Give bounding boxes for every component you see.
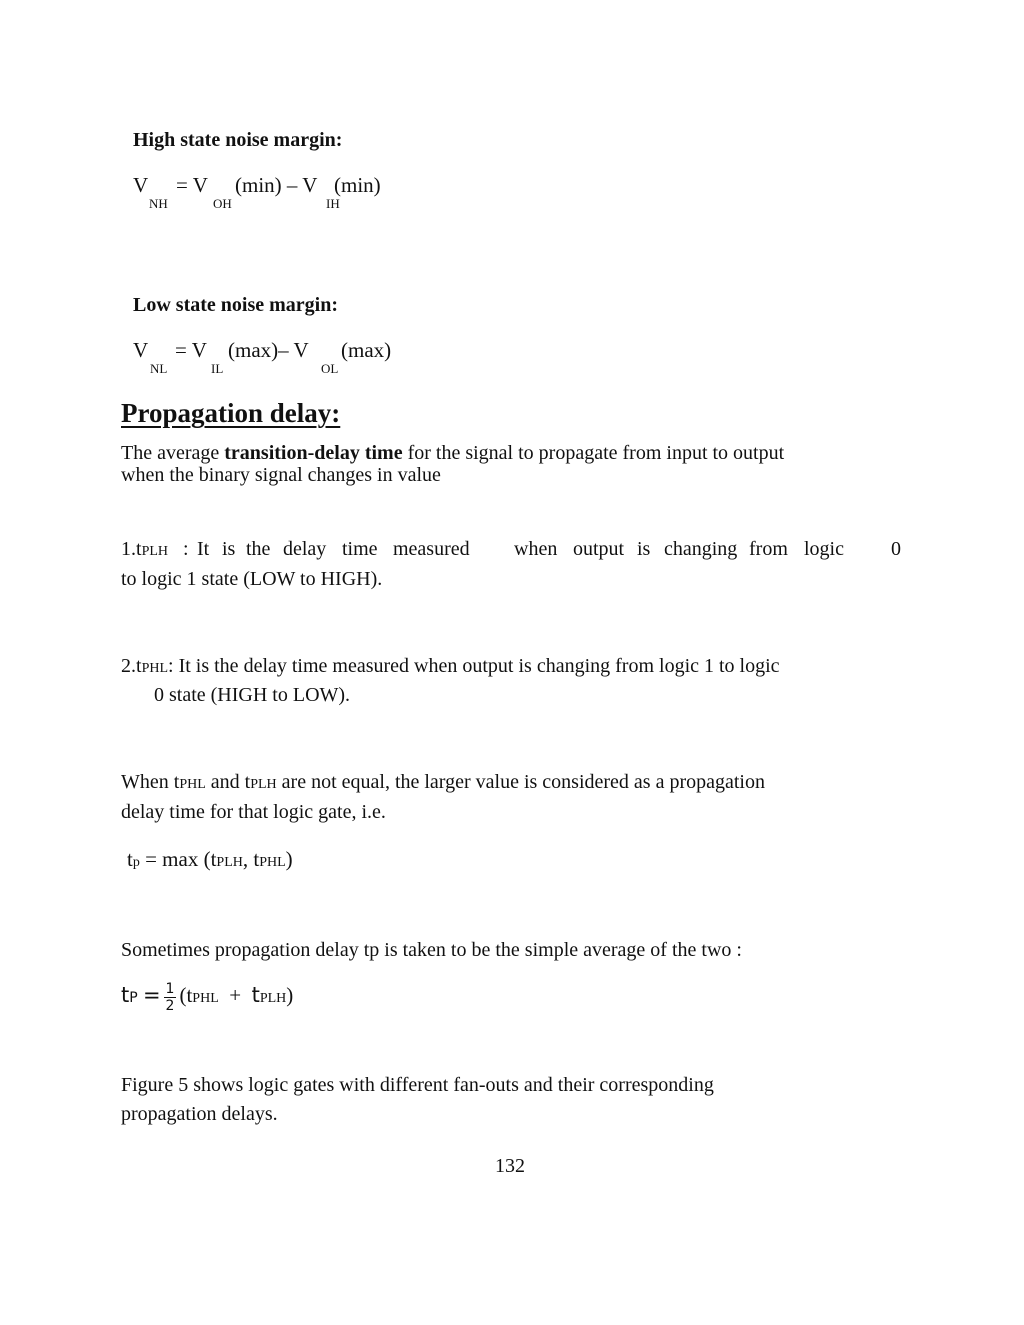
formula-close: ): [285, 847, 293, 871]
word: is: [637, 538, 651, 560]
word: :: [183, 538, 189, 560]
formula-eq: =: [142, 983, 161, 1007]
item-1-line-1: [121, 538, 168, 561]
formula-v: V: [133, 338, 149, 362]
fraction-denominator: 2: [165, 997, 175, 1014]
formula-eq: = V: [175, 338, 207, 362]
word: delay: [283, 538, 327, 560]
subscript-label: OL: [321, 361, 339, 376]
fraction: [164, 981, 177, 1014]
word: logic: [804, 538, 844, 560]
item-2-line-1: [121, 655, 780, 678]
item-1-line-2: to logic 1 state (LOW to HIGH).: [121, 568, 383, 590]
item-number: 1.t: [121, 538, 142, 560]
low-margin-title: Low state noise margin:: [133, 294, 338, 316]
intro-text: for the signal to propagate from input to output: [402, 442, 785, 464]
word: measured: [393, 538, 470, 560]
subscript-label: PHL: [141, 661, 169, 676]
formula-part: (max)– V: [228, 338, 309, 362]
formula-t: t: [127, 847, 133, 871]
formula-plus: +: [229, 983, 242, 1007]
item-text: : It is the delay time measured when output is changing from logic 1 to logic: [168, 655, 780, 677]
high-margin-title: High state noise margin:: [133, 129, 343, 151]
figure-line-2: propagation delays.: [121, 1103, 278, 1125]
formula-t: t: [121, 983, 130, 1007]
subscript-label: PHL: [179, 777, 206, 792]
formula-close: ): [286, 983, 294, 1007]
subscript-label: OH: [213, 196, 232, 211]
figure-line-1: Figure 5 shows logic gates with different fan-outs and their corresponding: [121, 1074, 714, 1096]
intro-line-1: [121, 442, 784, 465]
subscript-label: PLH: [250, 777, 277, 792]
subscript-label: PLH: [141, 544, 169, 559]
word: 0: [891, 538, 901, 560]
fraction-numerator: 1: [165, 980, 175, 997]
formula-comma: , t: [242, 847, 260, 871]
word: from: [749, 538, 788, 560]
item-number: 2.t: [121, 655, 142, 677]
subscript-label: PLH: [216, 855, 243, 870]
word: changing: [664, 538, 738, 560]
subscript-label: NH: [149, 196, 168, 211]
when-line-2: delay time for that logic gate, i.e.: [121, 801, 386, 823]
para-text: and t: [205, 771, 251, 793]
when-line-1: [121, 771, 765, 794]
formula-open: (t: [179, 983, 193, 1007]
formula-part: (min): [334, 173, 381, 197]
subscript-label: P: [129, 990, 138, 1006]
average-line: Sometimes propagation delay tp is taken to be the simple average of the two :: [121, 939, 742, 961]
section-heading: Propagation delay:: [121, 398, 341, 428]
word: output: [573, 538, 625, 560]
formula-part: (min) – V: [235, 173, 318, 197]
intro-bold-text: transition-delay time: [224, 442, 403, 464]
formula-eq: = V: [176, 173, 208, 197]
para-text: are not equal, the larger value is considered as a propagation: [276, 771, 765, 793]
subscript-label: PHL: [192, 991, 219, 1006]
subscript-label: IH: [326, 196, 340, 211]
word: is: [222, 538, 236, 560]
page-number: 132: [495, 1155, 525, 1177]
formula-eq: = max (t: [145, 847, 217, 871]
subscript-label: PHL: [259, 855, 286, 870]
subscript-label: IL: [211, 361, 224, 376]
average-formula: [121, 975, 293, 1019]
intro-line-2: when the binary signal changes in value: [121, 464, 441, 486]
word: the: [246, 538, 271, 560]
subscript-label: p: [132, 855, 140, 870]
word: It: [197, 538, 210, 560]
formula-part: (max): [341, 338, 392, 362]
intro-text: The average: [121, 442, 225, 464]
max-formula: [127, 847, 293, 872]
word: time: [342, 538, 378, 560]
item-2-line-2: 0 state (HIGH to LOW).: [154, 684, 351, 706]
subscript-label: NL: [150, 361, 168, 376]
formula-t: t: [251, 983, 260, 1007]
para-text: When t: [121, 771, 180, 793]
formula-v: V: [133, 173, 149, 197]
word: when: [514, 538, 558, 560]
subscript-label: PLH: [259, 991, 287, 1006]
